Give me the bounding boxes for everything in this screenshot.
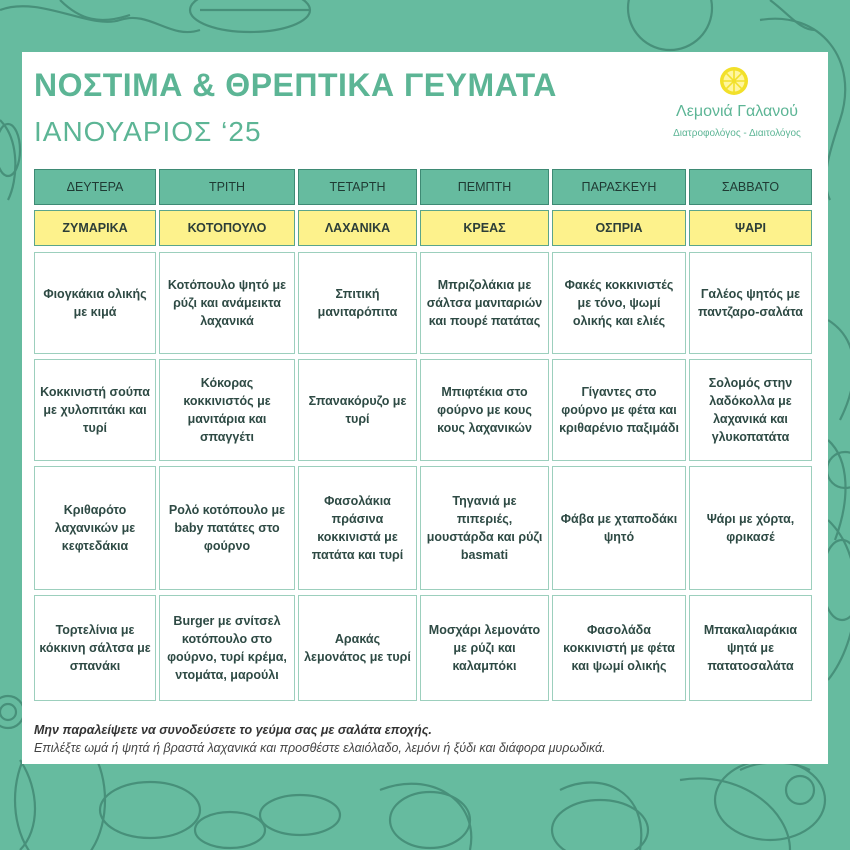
category-label: ΨΑΡΙ — [689, 210, 812, 246]
meal-cell: Γαλέος ψητός με παντζαρο-σαλάτα — [689, 252, 812, 354]
brand-name: Λεμονιά Γαλανού — [676, 103, 798, 120]
meal-cell: Κοτόπουλο ψητό με ρύζι και ανάμεικτα λαχανικά — [159, 252, 295, 354]
meal-cell: Γίγαντες στο φούρνο με φέτα και κριθαρένιο παξιμάδι — [552, 359, 686, 461]
day-header: ΠΕΜΠΤΗ — [420, 169, 549, 205]
meal-cell: Κοκκινιστή σούπα με χυλοπιτάκι και τυρί — [34, 359, 156, 461]
meal-cell: Ρολό κοτόπουλο με baby πατάτες στο φούρνο — [159, 466, 295, 590]
meal-cell: Σπιτική μανιταρόπιτα — [298, 252, 417, 354]
meal-cell: Τορτελίνια με κόκκινη σάλτσα με σπανάκι — [34, 595, 156, 701]
meal-cell: Τηγανιά με πιπεριές, μουστάρδα και ρύζι basmati — [420, 466, 549, 590]
brand-block — [652, 66, 822, 146]
meal-cell: Μπριζολάκια με σάλτσα μανιταριών και πουρέ πατάτας — [420, 252, 549, 354]
meal-cell: Μπιφτέκια στο φούρνο με κους κους λαχανικών — [420, 359, 549, 461]
meal-cell: Σπανακόρυζο με τυρί — [298, 359, 417, 461]
category-label: ΖΥΜΑΡΙΚΑ — [34, 210, 156, 246]
category-label: ΛΑΧΑΝΙΚΑ — [298, 210, 417, 246]
page-title: ΝΟΣΤΙΜΑ & ΘΡΕΠΤΙΚΑ ΓΕΥΜΑΤΑ — [34, 67, 557, 103]
meal-cell: Μοσχάρι λεμονάτο με ρύζι και καλαμπόκι — [420, 595, 549, 701]
brand-tagline: Διατροφολόγος - Διαιτολόγος — [673, 128, 801, 139]
meal-cell: Φακές κοκκινιστές με τόνο, ψωμί ολικής και ελιές — [552, 252, 686, 354]
meal-cell: Αρακάς λεμονάτος με τυρί — [298, 595, 417, 701]
meal-cell: Κριθαρότο λαχανικών με κεφτεδάκια — [34, 466, 156, 590]
category-label: ΚΡΕΑΣ — [420, 210, 549, 246]
category-label: ΚΟΤΟΠΟΥΛΟ — [159, 210, 295, 246]
day-header: ΤΕΤΑΡΤΗ — [298, 169, 417, 205]
meal-cell: Φασολάδα κοκκινιστή με φέτα και ψωμί ολικής — [552, 595, 686, 701]
day-header: ΔΕΥΤΕΡΑ — [34, 169, 156, 205]
meal-cell: Burger με σνίτσελ κοτόπουλο στο φούρνο, τυρί κρέμα, ντομάτα, μαρούλι — [159, 595, 295, 701]
meal-cell: Ψάρι με χόρτα, φρικασέ — [689, 466, 812, 590]
meal-cell: Σολομός στην λαδόκολλα με λαχανικά και γλυκοπατάτα — [689, 359, 812, 461]
dressing-note: Επιλέξτε ωμά ή ψητά ή βραστά λαχανικά και προσθέστε ελαιόλαδο, λεμόνι ή ξύδι και διάφορα μυρωδικά. — [34, 741, 606, 755]
lemon-slice-icon — [719, 66, 749, 96]
page-subtitle: ΙΑΝΟΥΑΡΙΟΣ ‘25 — [34, 116, 262, 147]
meal-cell: Φασολάκια πράσινα κοκκινιστά με πατάτα και τυρί — [298, 466, 417, 590]
category-label: ΟΣΠΡΙΑ — [552, 210, 686, 246]
meal-cell: Φάβα με χταποδάκι ψητό — [552, 466, 686, 590]
day-header: ΤΡΙΤΗ — [159, 169, 295, 205]
menu-card — [22, 52, 828, 764]
day-header: ΠΑΡΑΣΚΕΥΗ — [552, 169, 686, 205]
day-header: ΣΑΒΒΑΤΟ — [689, 169, 812, 205]
meal-cell: Μπακαλιαράκια ψητά με πατατοσαλάτα — [689, 595, 812, 701]
salad-note: Μην παραλείψετε να συνοδεύσετε το γεύμα σας με σαλάτα εποχής. — [34, 723, 432, 737]
meal-cell: Κόκορας κοκκινιστός με μανιτάρια και σπαγγέτι — [159, 359, 295, 461]
meal-cell: Φιογκάκια ολικής με κιμά — [34, 252, 156, 354]
